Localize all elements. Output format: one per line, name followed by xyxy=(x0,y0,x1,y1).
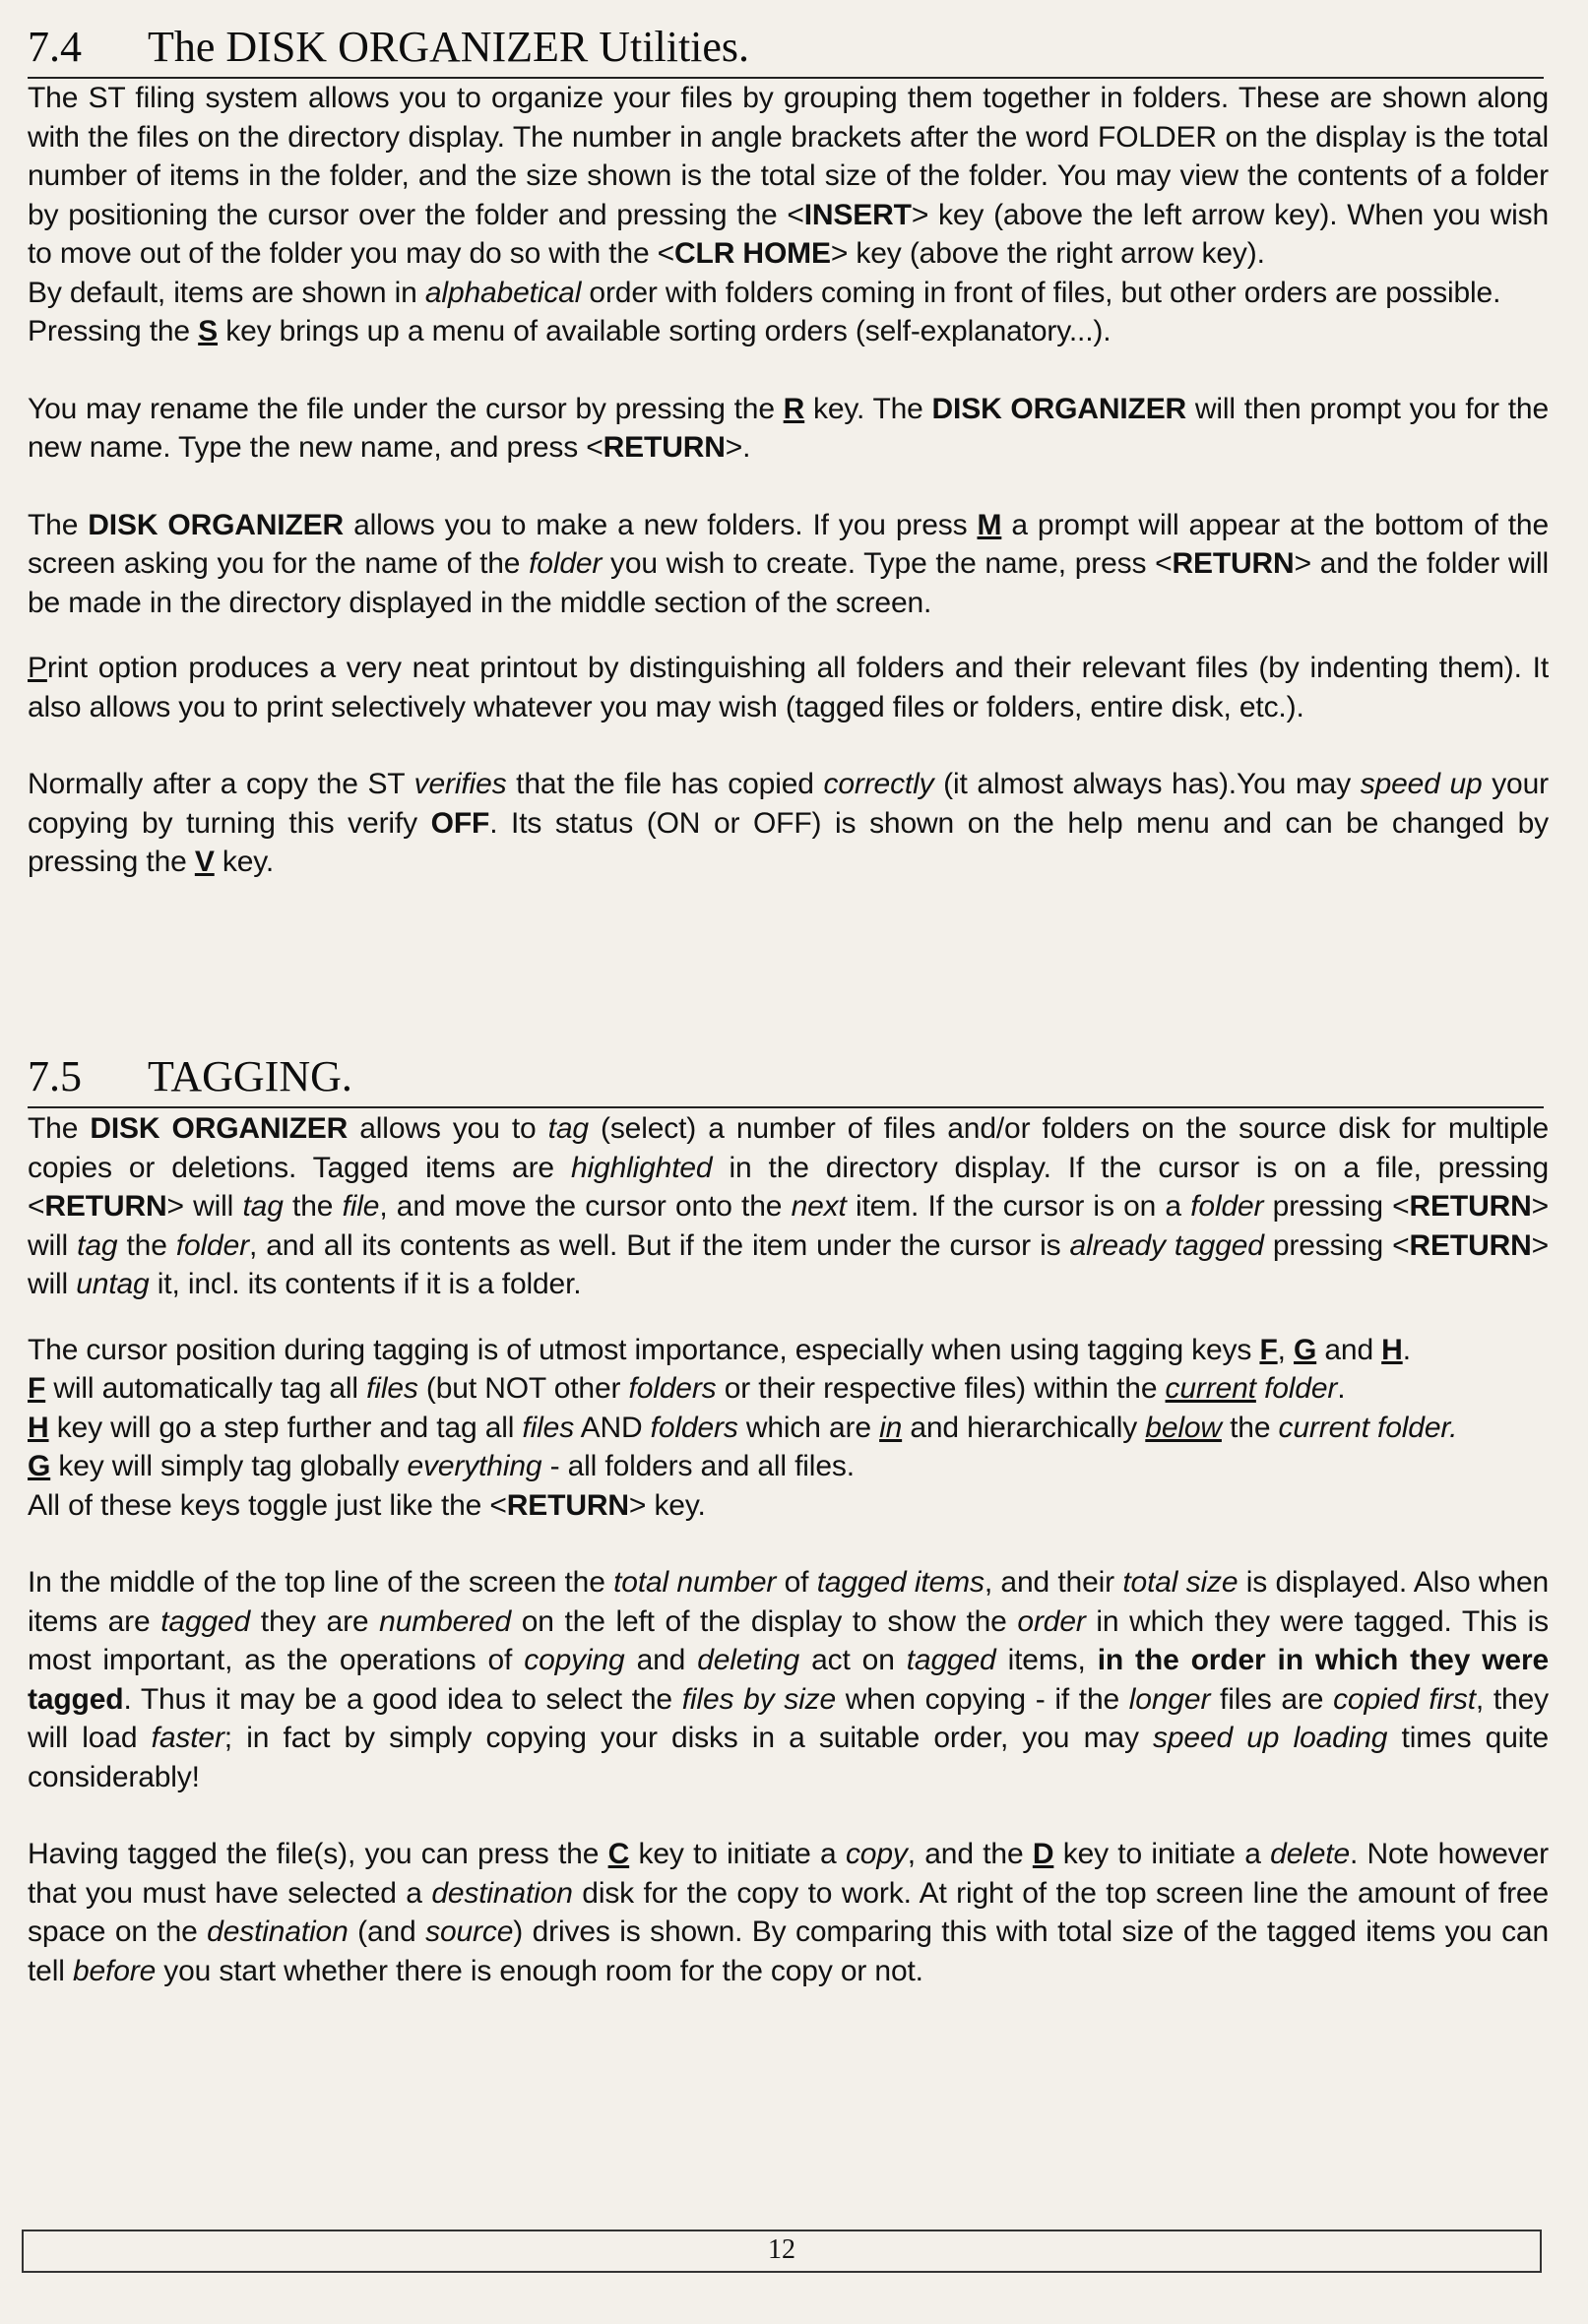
text-run: times quite considerably! xyxy=(28,1722,1549,1793)
text-run: (but NOT other xyxy=(417,1372,629,1405)
text-run: (it almost always has).You may xyxy=(933,768,1361,800)
section-heading-7-5 xyxy=(28,1051,352,1102)
text-run: speed up xyxy=(1360,768,1483,800)
paragraph xyxy=(28,1331,1549,1370)
text-run: tagged xyxy=(160,1604,251,1638)
key-letter: V xyxy=(194,846,215,878)
text-run: key will go a step further and tag all xyxy=(48,1411,523,1444)
text-run: when copying - if the xyxy=(835,1682,1129,1716)
text-run: DISK ORGANIZER xyxy=(88,508,345,541)
paragraph xyxy=(28,1447,1549,1486)
text-run: copy xyxy=(845,1838,908,1870)
text-run: already tagged xyxy=(1069,1228,1264,1262)
paragraph xyxy=(28,1369,1549,1409)
text-run: numbered xyxy=(379,1604,512,1638)
text-run: , and all its contents as well. But if the item under the cursor is xyxy=(248,1228,1070,1262)
text-run: current folder. xyxy=(1278,1411,1458,1444)
text-run: CLR HOME xyxy=(674,237,831,270)
text-run: OFF xyxy=(430,806,490,840)
text-run: . Note however that you must have selected a xyxy=(28,1838,1550,1910)
text-run: > and the folder will be made in the directory displayed in the middle section of the screen. xyxy=(28,547,1549,619)
text-run: tag xyxy=(547,1112,589,1145)
text-run: RETURN xyxy=(603,431,726,464)
text-run: they are xyxy=(250,1604,380,1638)
section-body-7-4 xyxy=(28,79,1549,882)
section-heading-7-4 xyxy=(28,22,749,73)
key-letter: H xyxy=(28,1411,49,1444)
spacer xyxy=(28,1796,1549,1835)
text-run: tagged xyxy=(906,1644,996,1676)
text-run: RETURN xyxy=(1409,1228,1532,1262)
text-run: the xyxy=(1221,1411,1279,1444)
paragraph xyxy=(28,1486,1549,1526)
paragraph xyxy=(28,1109,1549,1304)
page-number: 12 xyxy=(768,2234,795,2265)
text-run: key. xyxy=(214,846,275,878)
text-run: RETURN xyxy=(1409,1190,1532,1223)
text-run: folders xyxy=(628,1372,717,1405)
text-run: pressing < xyxy=(1263,1228,1410,1262)
text-run: rint option produces a very neat printout by distinguishing all folders and their relevant files (by indenting them). It also allows you to print selectively whatever you may wish (tagged files or folders, entire disk, etc.). xyxy=(28,652,1549,723)
text-run: Normally after a copy the ST xyxy=(28,768,414,800)
text-run: act on xyxy=(799,1644,907,1676)
text-run: longer xyxy=(1128,1682,1211,1716)
text-run: you wish to create. Type the name, press < xyxy=(602,547,1173,580)
spacer xyxy=(28,622,1549,649)
text-run: key to initiate a xyxy=(1053,1838,1271,1870)
section-title: The DISK ORGANIZER Utilities. xyxy=(148,23,750,71)
text-run: total size xyxy=(1122,1566,1239,1599)
text-run: Pressing the xyxy=(28,315,199,347)
text-run: folder xyxy=(175,1228,249,1262)
text-run xyxy=(1256,1372,1264,1405)
text-run: on the left of the display to show the xyxy=(511,1604,1018,1638)
text-run: order with folders coming in front of files, but other orders are possible. xyxy=(581,276,1501,309)
text-run: in which they were tagged. This is most important, as the operations of xyxy=(28,1604,1549,1676)
paragraph xyxy=(28,1409,1549,1448)
text-run: item. If the cursor is on a xyxy=(846,1190,1191,1223)
text-run: RETURN xyxy=(44,1190,167,1223)
text-run: is displayed. Also when items are xyxy=(28,1566,1550,1638)
paragraph xyxy=(28,312,1549,351)
paragraph xyxy=(28,390,1549,468)
text-run: items, xyxy=(995,1644,1098,1676)
text-run: files xyxy=(522,1411,575,1444)
text-run: or their respective files) within the xyxy=(716,1372,1166,1405)
page-footer xyxy=(22,2230,1542,2273)
text-run: ) drives is shown. By comparing this with total size of the tagged items you can tell xyxy=(28,1916,1549,1987)
text-run: everything xyxy=(407,1450,542,1482)
text-run: key. The xyxy=(804,392,932,425)
text-run: key will simply tag globally xyxy=(50,1450,408,1482)
text-run: and hierarchically xyxy=(902,1411,1146,1444)
text-run: files xyxy=(366,1372,418,1405)
section-body-7-5 xyxy=(28,1109,1549,1990)
text-run: order xyxy=(1017,1604,1086,1638)
text-run: tagged items xyxy=(816,1566,985,1599)
text-run: The ST filing system allows you to organize your files by grouping them together in folders. These are shown along with the files on the directory display. The number in angle brackets after the word FOLDER on the display is the total number of items in the folder, and the size shown is the total size of the folder. You may view the contents of a folder by positioning the cursor over the folder and pressing the < xyxy=(28,82,1549,231)
text-run: the xyxy=(283,1190,343,1223)
heading-rule xyxy=(28,1106,1544,1108)
text-run: correctly xyxy=(823,768,934,800)
spacer xyxy=(28,468,1549,506)
text-run: AND xyxy=(574,1411,651,1444)
text-run: folder xyxy=(529,547,603,580)
text-run: . Thus it may be a good idea to select the xyxy=(123,1682,682,1716)
text-run: verifies xyxy=(413,768,507,800)
text-run: total number xyxy=(613,1566,777,1599)
key-letter: R xyxy=(783,392,805,425)
text-run: ; in fact by simply copying your disks in a suitable order, you may xyxy=(223,1722,1154,1754)
text-run: your copying by turning this verify xyxy=(28,768,1549,840)
text-run: , and their xyxy=(984,1566,1123,1599)
text-run: which are xyxy=(737,1411,880,1444)
text-run: The xyxy=(28,1112,91,1145)
text-run: > will xyxy=(28,1228,1549,1300)
text-run: source xyxy=(425,1916,514,1948)
text-run: DISK ORGANIZER xyxy=(931,392,1187,425)
text-run: By default, items are shown in xyxy=(28,276,425,309)
text-run: key to initiate a xyxy=(629,1838,846,1870)
text-run: > will xyxy=(166,1190,243,1223)
spacer xyxy=(28,1304,1549,1331)
text-run: folder xyxy=(1190,1190,1264,1223)
paragraph xyxy=(28,1835,1549,1990)
text-run: speed up loading xyxy=(1153,1722,1388,1754)
text-run: folders xyxy=(650,1411,738,1444)
text-run: highlighted xyxy=(570,1151,713,1184)
text-run: In the middle of the top line of the screen the xyxy=(28,1566,614,1599)
text-run: a prompt will appear at the bottom of the screen asking you for the name of the xyxy=(28,508,1549,580)
spacer xyxy=(28,351,1549,390)
text-run: , and move the cursor onto the xyxy=(379,1190,792,1223)
text-run: The cursor position during tagging is of utmost importance, especially when using tagging keys xyxy=(28,1333,1260,1366)
spacer xyxy=(28,726,1549,765)
section-number: 7.4 xyxy=(28,23,82,71)
text-run: of xyxy=(776,1566,817,1599)
text-run: . xyxy=(1402,1333,1411,1366)
text-run: below xyxy=(1145,1411,1222,1444)
text-run: > key. xyxy=(628,1488,706,1522)
paragraph xyxy=(28,649,1549,726)
text-run: disk for the copy to work. At right of the top screen line the amount of free space on the xyxy=(28,1876,1549,1948)
text-run: copied first xyxy=(1333,1682,1476,1716)
key-letter: S xyxy=(198,315,219,347)
text-run: DISK ORGANIZER xyxy=(90,1112,349,1145)
text-run: . xyxy=(1337,1372,1346,1405)
text-run: in the directory display. If the cursor is on a file, pressing < xyxy=(28,1151,1550,1223)
text-run: The xyxy=(28,508,89,541)
text-run: files by size xyxy=(681,1682,836,1716)
text-run: You may rename the file under the cursor by pressing the xyxy=(28,392,784,425)
text-run: , and the xyxy=(907,1838,1033,1870)
key-letter: H xyxy=(1381,1333,1403,1366)
text-run: > key (above the left arrow key). When you wish to move out of the folder you may do so with the < xyxy=(28,198,1549,270)
text-run: will automatically tag all xyxy=(45,1372,367,1405)
paragraph xyxy=(28,79,1549,274)
text-run: , they will load xyxy=(28,1682,1549,1754)
text-run: , xyxy=(1277,1333,1294,1366)
paragraph xyxy=(28,274,1549,313)
text-run: faster xyxy=(151,1722,224,1754)
text-run: the xyxy=(117,1228,176,1262)
key-letter: G xyxy=(28,1450,51,1482)
text-run: pressing < xyxy=(1263,1190,1410,1223)
text-run: (and xyxy=(348,1916,426,1948)
text-run: > will xyxy=(28,1190,1550,1262)
text-run: next xyxy=(791,1190,847,1223)
text-run: copying xyxy=(524,1644,625,1676)
text-run: . Its status (ON or OFF) is shown on the help menu and can be changed by pressing the xyxy=(28,806,1549,878)
text-run: tag xyxy=(77,1228,118,1262)
paragraph xyxy=(28,506,1549,623)
text-run: RETURN xyxy=(506,1488,629,1522)
text-run: deleting xyxy=(697,1644,800,1676)
text-run: alphabetical xyxy=(424,276,582,309)
text-run: that the file has copied xyxy=(506,768,824,800)
text-run: tag xyxy=(242,1190,284,1223)
text-run: - all folders and all files. xyxy=(541,1450,855,1482)
text-run: before xyxy=(72,1954,157,1987)
text-run: destination xyxy=(431,1876,573,1910)
text-run: > key (above the right arrow key). xyxy=(830,237,1265,270)
text-run: INSERT xyxy=(803,198,912,231)
key-letter: C xyxy=(607,1838,630,1870)
text-run: and xyxy=(624,1644,698,1676)
key-letter: F xyxy=(28,1372,46,1405)
text-run: files are xyxy=(1210,1682,1334,1716)
section-number: 7.5 xyxy=(28,1052,82,1100)
key-letter: G xyxy=(1294,1333,1317,1366)
text-run: allows you to xyxy=(348,1112,548,1145)
spacer xyxy=(28,1525,1549,1563)
text-run: in xyxy=(879,1411,903,1444)
key-letter: F xyxy=(1259,1333,1278,1366)
text-run: >. xyxy=(725,431,751,464)
text-run: P xyxy=(28,652,47,684)
text-run: will then prompt you for the new name. Type the new name, and press < xyxy=(28,392,1549,464)
text-run: untag xyxy=(76,1268,150,1300)
text-run: in the order in which they were tagged xyxy=(28,1644,1550,1716)
text-run: it, incl. its contents if it is a folder. xyxy=(149,1268,582,1300)
key-letter: D xyxy=(1032,1838,1054,1870)
text-run: key brings up a menu of available sorting orders (self-explanatory...). xyxy=(218,315,1112,347)
paragraph xyxy=(28,765,1549,882)
paragraph xyxy=(28,1563,1549,1796)
text-run: All of these keys toggle just like the < xyxy=(28,1488,507,1522)
section-title: TAGGING. xyxy=(148,1052,352,1100)
text-run: allows you to make a new folders. If you press xyxy=(344,508,978,541)
text-run: (select) a number of files and/or folders on the source disk for multiple copies or deletions. Tagged items are xyxy=(28,1112,1550,1184)
text-run: current xyxy=(1165,1372,1256,1405)
text-run: folder xyxy=(1264,1372,1338,1405)
text-run: destination xyxy=(207,1916,349,1948)
text-run: file xyxy=(342,1190,380,1223)
text-run: RETURN xyxy=(1172,547,1295,580)
text-run: you start whether there is enough room for the copy or not. xyxy=(156,1954,923,1987)
text-run: Having tagged the file(s), you can press the xyxy=(28,1838,608,1870)
text-run: delete xyxy=(1270,1838,1350,1870)
key-letter: M xyxy=(977,508,1002,541)
text-run: and xyxy=(1316,1333,1382,1366)
